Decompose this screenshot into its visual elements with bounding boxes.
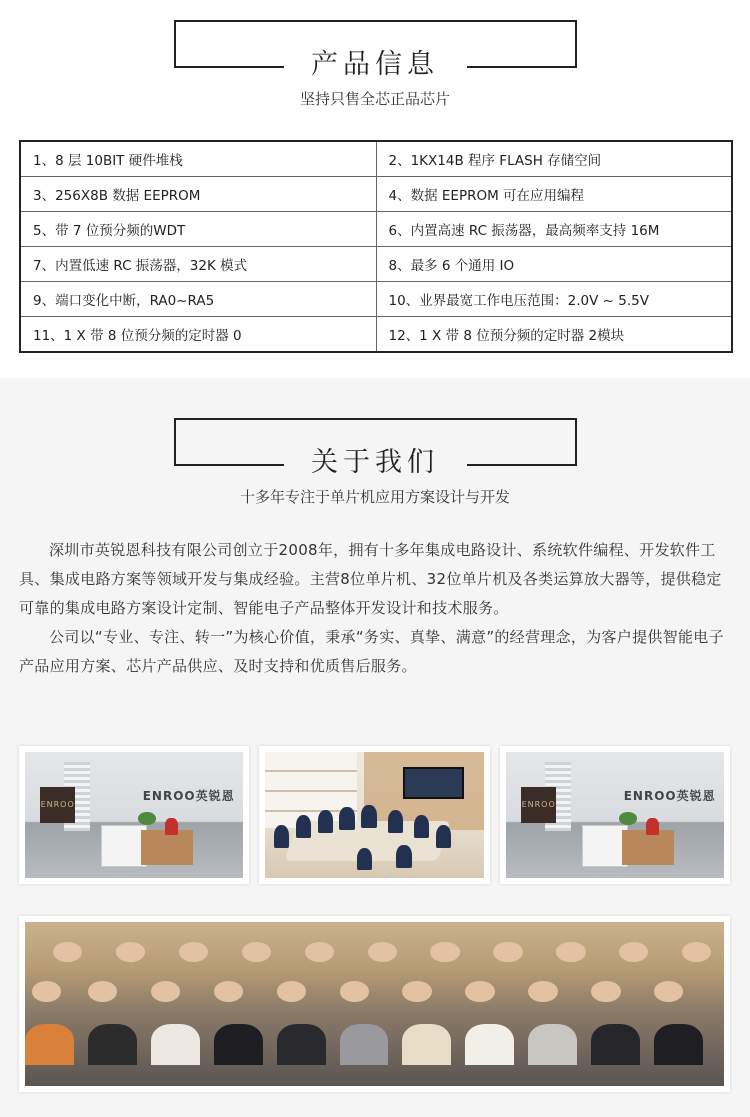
about-paragraph: 公司以“专业、专注、转一”为核心价值，秉承“务实、真挚、满意”的经营理念，为客户提供智能电子产品应用方案、芯片产品供应、及时支持和优质售后服务。 (19, 628, 724, 675)
spec-cell: 12、1 X 带 8 位预分频的定时器 2模块 (376, 317, 732, 353)
about-title: 关于我们 (311, 447, 439, 478)
spec-cell: 7、内置低速 RC 振荡器，32K 模式 (20, 247, 376, 282)
spec-cell: 2、1KX14B 程序 FLASH 存储空间 (376, 141, 732, 177)
spec-cell: 3、256X8B 数据 EEPROM (20, 177, 376, 212)
team-image (25, 922, 724, 1086)
about-text (19, 536, 731, 681)
table-row (20, 282, 732, 317)
office-image (25, 752, 243, 878)
meeting-photo (259, 746, 490, 884)
panel-logo-text: ENROO (521, 799, 556, 809)
spec-cell: 5、带 7 位预分频的WDT (20, 212, 376, 247)
panel-logo-text: ENROO (40, 799, 75, 809)
office-wall-logo: ENROO英锐恩 (623, 789, 716, 804)
team-photo (19, 916, 730, 1092)
about-paragraph: 深圳市英锐恩科技有限公司创立于2008年，拥有十多年集成电路设计、系统软件编程、开发软件工具、集成电路方案等领域开发与集成经验。主营8位单片机、32位单片机及各类运算放大器等，提供稳定可靠的集成电路方案设计定制、智能电子产品整体开发设计和技术服务。 (19, 541, 722, 617)
spec-cell: 10、业界最宽工作电压范围：2.0V ~ 5.5V (376, 282, 732, 317)
office-image (506, 752, 724, 878)
table-row (20, 212, 732, 247)
spec-cell: 1、8 层 10BIT 硬件堆栈 (20, 141, 376, 177)
product-info-title: 产品信息 (311, 49, 439, 80)
spec-cell: 4、数据 EEPROM 可在应用编程 (376, 177, 732, 212)
spec-cell: 8、最多 6 个通用 IO (376, 247, 732, 282)
spec-cell: 11、1 X 带 8 位预分频的定时器 0 (20, 317, 376, 353)
office-wall-logo: ENROO英锐恩 (142, 789, 235, 804)
spec-cell: 9、端口变化中断，RA0~RA5 (20, 282, 376, 317)
about-section (0, 378, 750, 1117)
product-info-section (0, 0, 750, 378)
spec-cell: 6、内置高速 RC 振荡器，最高频率支持 16M (376, 212, 732, 247)
table-row (20, 141, 732, 177)
spec-table (19, 140, 733, 353)
table-row (20, 317, 732, 353)
table-row (20, 247, 732, 282)
product-info-subtitle: 坚持只售全芯正品芯片 (299, 90, 450, 108)
office-photo (500, 746, 730, 884)
meeting-image (265, 752, 484, 878)
table-row (20, 177, 732, 212)
office-photo (19, 746, 249, 884)
about-subtitle: 十多年专注于单片机应用方案设计与开发 (239, 488, 510, 506)
